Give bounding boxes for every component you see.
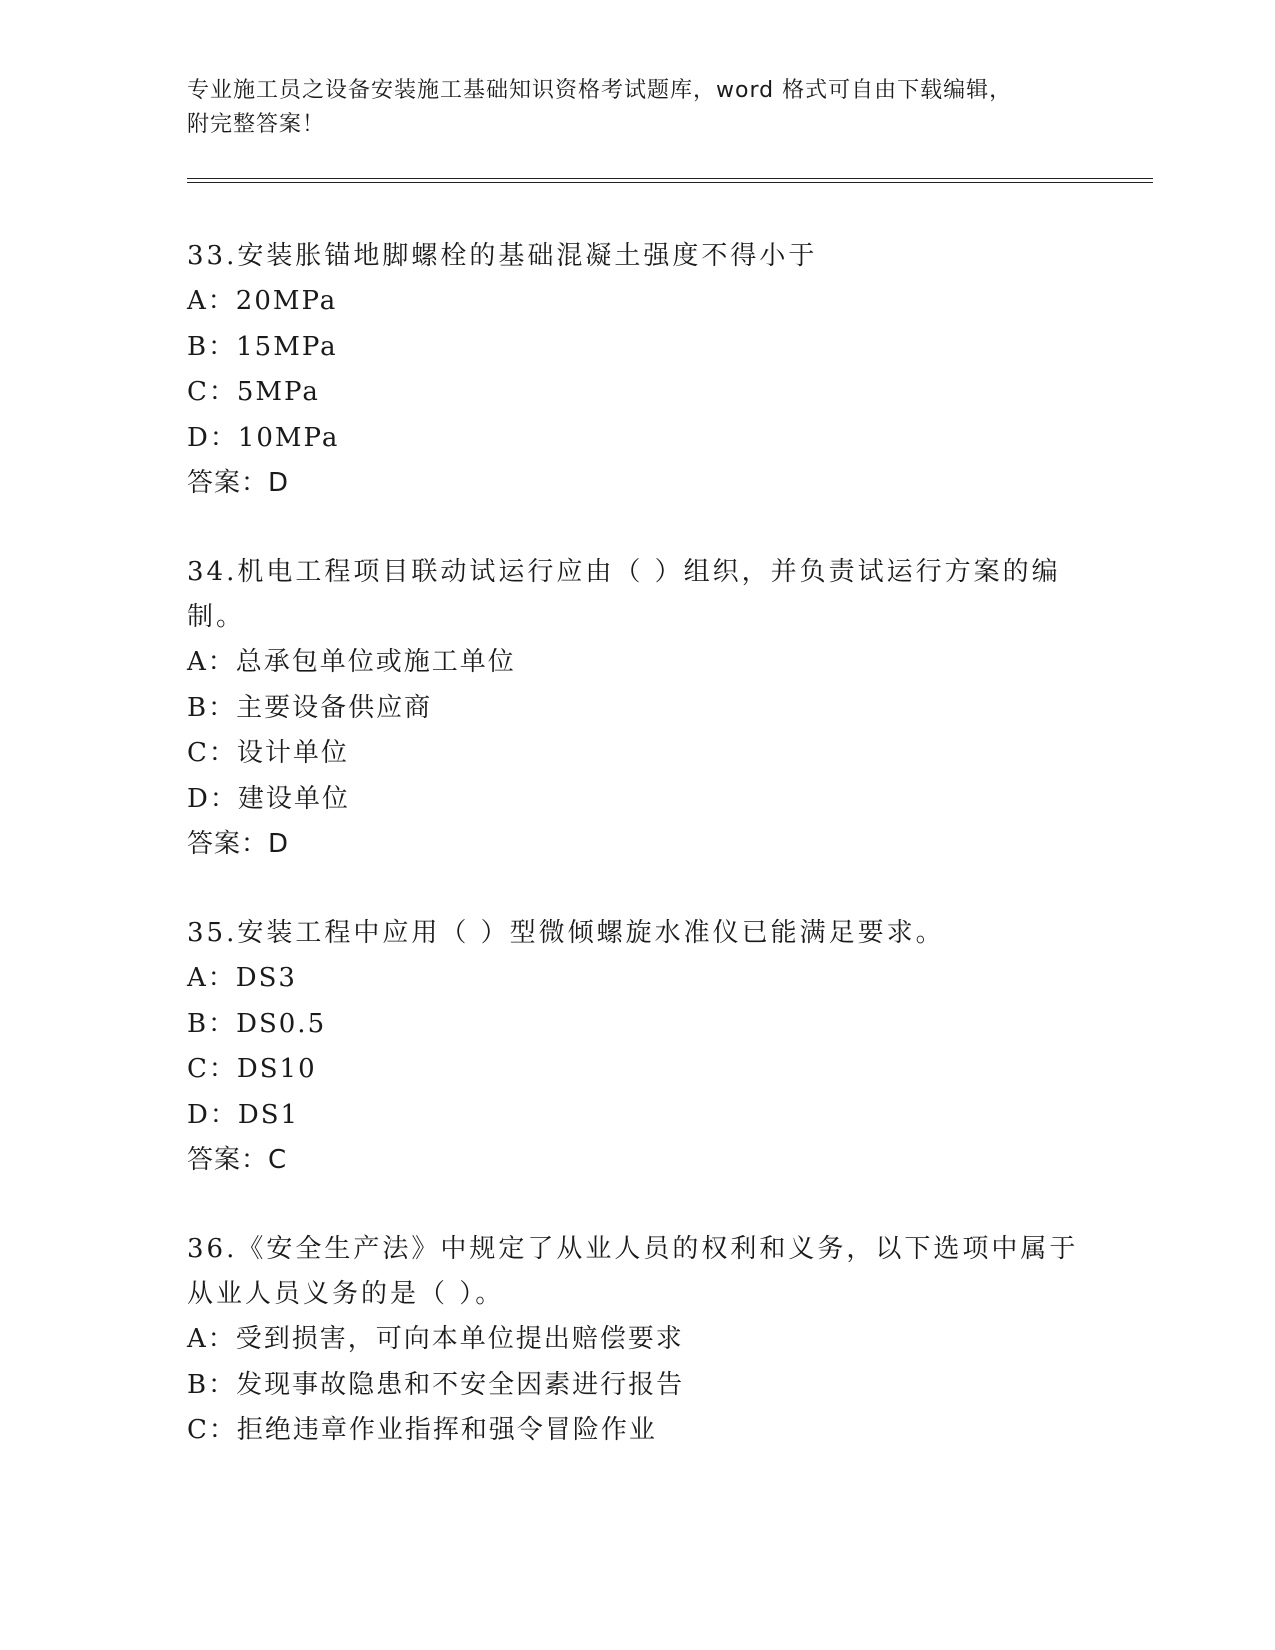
- option-c: C：5MPa: [187, 377, 320, 407]
- question-stem-continued: 制。: [187, 602, 246, 632]
- option-c: C：设计单位: [187, 738, 349, 768]
- question-stem: 36.《安全生产法》中规定了从业人员的权利和义务，以下选项中属于: [187, 1234, 1079, 1264]
- option-a: A：总承包单位或施工单位: [187, 647, 516, 677]
- option-c: C：DS10: [187, 1054, 317, 1084]
- option-a: A：DS3: [187, 963, 297, 993]
- question-stem-continued: 从业人员义务的是（ ）。: [187, 1279, 505, 1309]
- option-c: C：拒绝违章作业指挥和强令冒险作业: [187, 1415, 657, 1445]
- question-35: [187, 911, 1087, 1183]
- header-title-line-2: 附完整答案！: [187, 112, 326, 137]
- question-34: [187, 550, 1087, 867]
- option-d: D：DS1: [187, 1099, 300, 1130]
- option-a: A：受到损害，可向本单位提出赔偿要求: [187, 1324, 684, 1354]
- option-b: B：DS0.5: [187, 1008, 327, 1039]
- header-title-line-1: 专业施工员之设备安装施工基础知识资格考试题库，word 格式可自由下载编辑，: [187, 78, 1013, 103]
- answer-line: 答案：C: [187, 1145, 288, 1175]
- answer-line: 答案：D: [187, 468, 290, 498]
- option-a: A：20MPa: [187, 286, 338, 316]
- option-d: D：10MPa: [187, 422, 340, 453]
- question-36: [187, 1227, 1087, 1454]
- option-d: D：建设单位: [187, 783, 350, 814]
- question-stem: 33.安装胀锚地脚螺栓的基础混凝土强度不得小于: [187, 241, 818, 271]
- question-stem: 35.安装工程中应用（ ）型微倾螺旋水准仪已能满足要求。: [187, 918, 945, 948]
- document-header: [187, 74, 1067, 142]
- option-b: B：发现事故隐患和不安全因素进行报告: [187, 1369, 685, 1400]
- answer-line: 答案：D: [187, 829, 290, 859]
- header-divider: [187, 178, 1153, 183]
- question-stem: 34.机电工程项目联动试运行应由（ ）组织，并负责试运行方案的编: [187, 557, 1061, 587]
- option-b: B：主要设备供应商: [187, 692, 433, 723]
- option-b: B：15MPa: [187, 331, 338, 362]
- question-list: [187, 234, 1087, 1498]
- question-33: [187, 234, 1087, 506]
